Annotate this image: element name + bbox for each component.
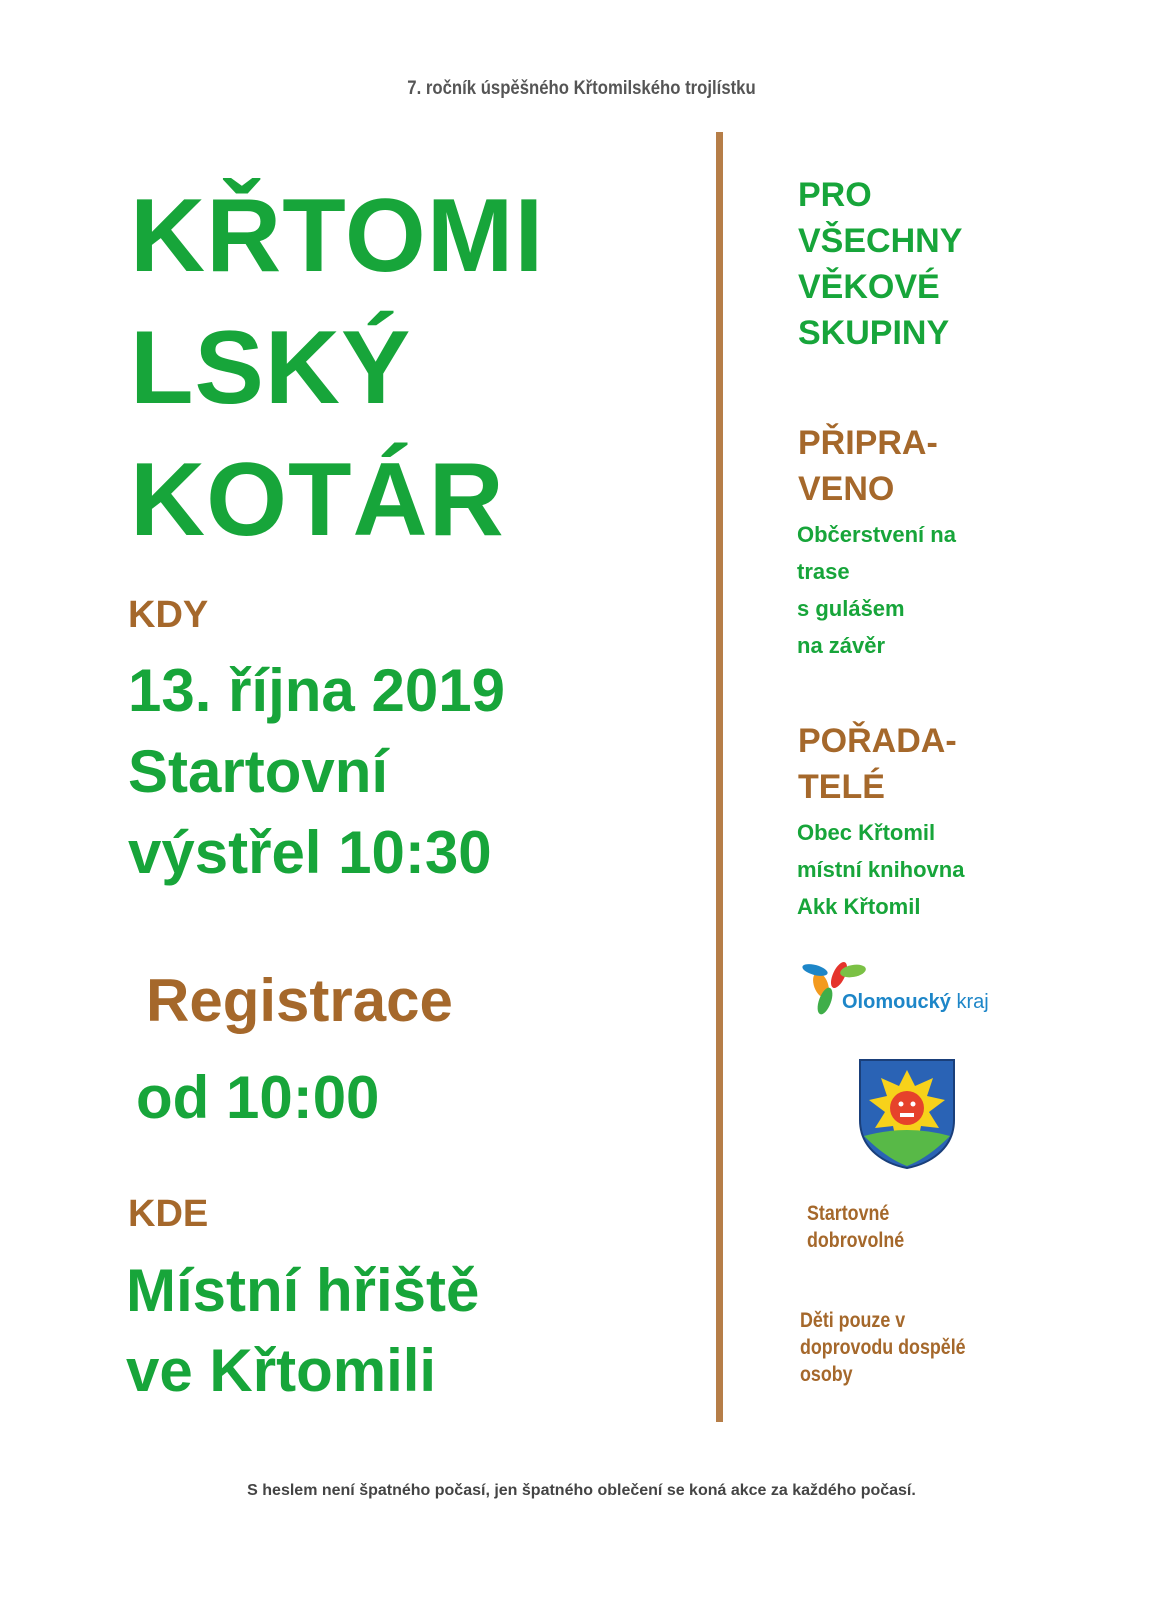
place-line-2: ve Křtomili bbox=[126, 1337, 437, 1404]
start-line-1: Startovní bbox=[128, 738, 389, 805]
logo-name-bold: Olomoucký bbox=[842, 991, 951, 1013]
logo-text bbox=[842, 991, 989, 1014]
prepared-list bbox=[797, 516, 956, 664]
organizers-list bbox=[797, 814, 964, 925]
title-line-1: KŘTOMI bbox=[130, 178, 545, 294]
fee-line: Startovné bbox=[807, 1202, 890, 1225]
organizers-heading bbox=[798, 718, 957, 810]
list-item: Akk Křtomil bbox=[797, 894, 921, 919]
groups-line: VŠECHNY bbox=[798, 222, 963, 260]
groups-line: SKUPINY bbox=[798, 314, 950, 352]
when-label: KDY bbox=[128, 594, 209, 636]
entry-fee-note bbox=[807, 1200, 904, 1254]
prepared-heading bbox=[798, 420, 938, 512]
organizers-heading-line: TELÉ bbox=[798, 768, 885, 806]
children-note bbox=[800, 1307, 966, 1388]
list-item: s gulášem bbox=[797, 596, 905, 621]
organizers-heading-line: POŘADA- bbox=[798, 722, 957, 760]
start-line-2: výstřel 10:30 bbox=[128, 819, 492, 886]
where-label: KDE bbox=[128, 1193, 209, 1235]
groups-line: VĚKOVÉ bbox=[798, 268, 940, 306]
list-item: místní knihovna bbox=[797, 857, 965, 882]
title-line-3: KOTÁR bbox=[130, 442, 505, 558]
kids-line: osoby bbox=[800, 1363, 853, 1386]
event-title bbox=[130, 170, 544, 566]
footer-motto: S heslem není špatného počasí, jen špatného oblečení se koná akce za každého počasí. bbox=[247, 1482, 916, 1499]
title-line-2: LSKÝ bbox=[130, 310, 412, 426]
kids-line: Děti pouze v bbox=[800, 1309, 906, 1332]
edition-subtitle: 7. ročník úspěšného Křtomilského trojlístku bbox=[407, 78, 756, 99]
groups-line: PRO bbox=[798, 176, 872, 214]
fee-line: dobrovolné bbox=[807, 1229, 905, 1252]
olomoucky-kraj-logo-icon bbox=[795, 955, 1005, 1025]
coat-of-arms-icon bbox=[858, 1058, 956, 1170]
prepared-heading-line: PŘIPRA- bbox=[798, 424, 938, 462]
list-item: na závěr bbox=[797, 633, 886, 658]
age-groups-heading bbox=[798, 172, 962, 356]
list-item: Občerstvení na bbox=[797, 522, 956, 547]
list-item: Obec Křtomil bbox=[797, 820, 936, 845]
column-divider bbox=[716, 132, 723, 1422]
prepared-heading-line: VENO bbox=[798, 470, 895, 508]
kids-line: doprovodu dospělé bbox=[800, 1336, 966, 1359]
registration-time: od 10:00 bbox=[136, 1064, 380, 1131]
logo-name-rest: kraj bbox=[956, 991, 989, 1013]
registration-label: Registrace bbox=[146, 967, 453, 1034]
list-item: trase bbox=[797, 559, 850, 584]
place-line-1: Místní hřiště bbox=[126, 1257, 480, 1324]
event-date: 13. října 2019 bbox=[128, 657, 505, 724]
